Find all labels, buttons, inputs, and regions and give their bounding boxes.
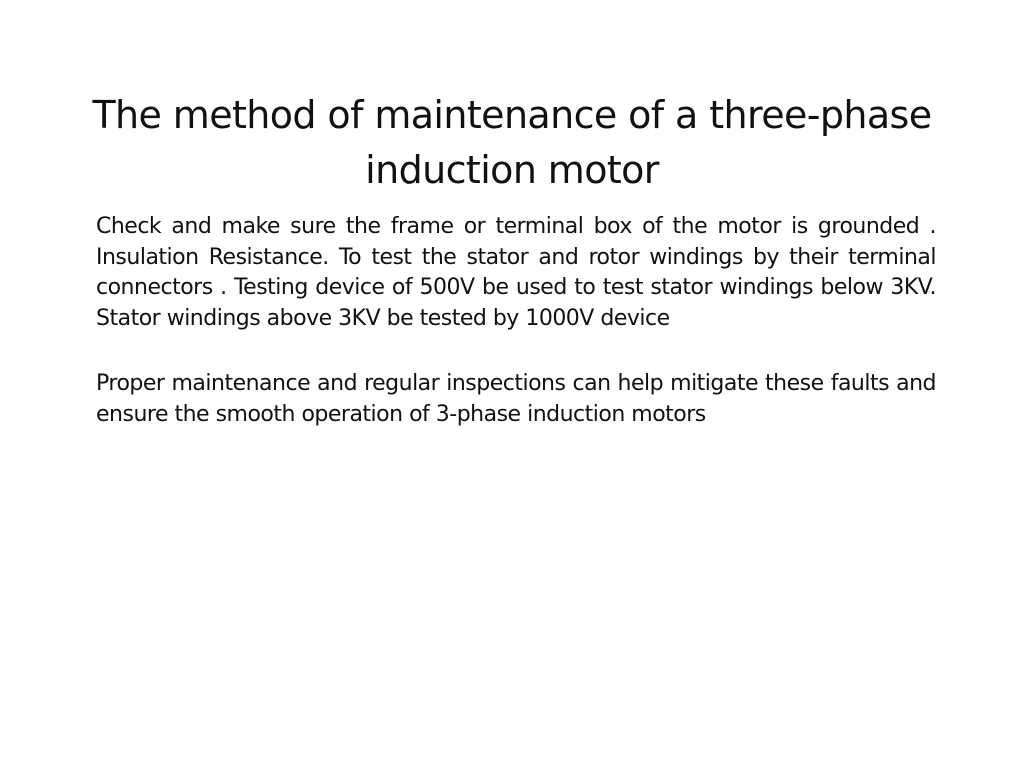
slide-title: The method of maintenance of a three-phase induction motor	[92, 93, 932, 192]
body-paragraph-maintenance-checks: Check and make sure the frame or terminal box of the motor is grounded . Insulation Resistance. To test the stator and rotor windings by their terminal connectors . Testing device of 500V be used to test stator windings below 3KV. Stator windings above 3KV be tested by 1000V device	[96, 214, 936, 331]
slide-body	[96, 212, 936, 430]
body-paragraph-inspections: Proper maintenance and regular inspections can help mitigate these faults and ensure the smooth operation of 3-phase induction motors	[96, 371, 936, 427]
